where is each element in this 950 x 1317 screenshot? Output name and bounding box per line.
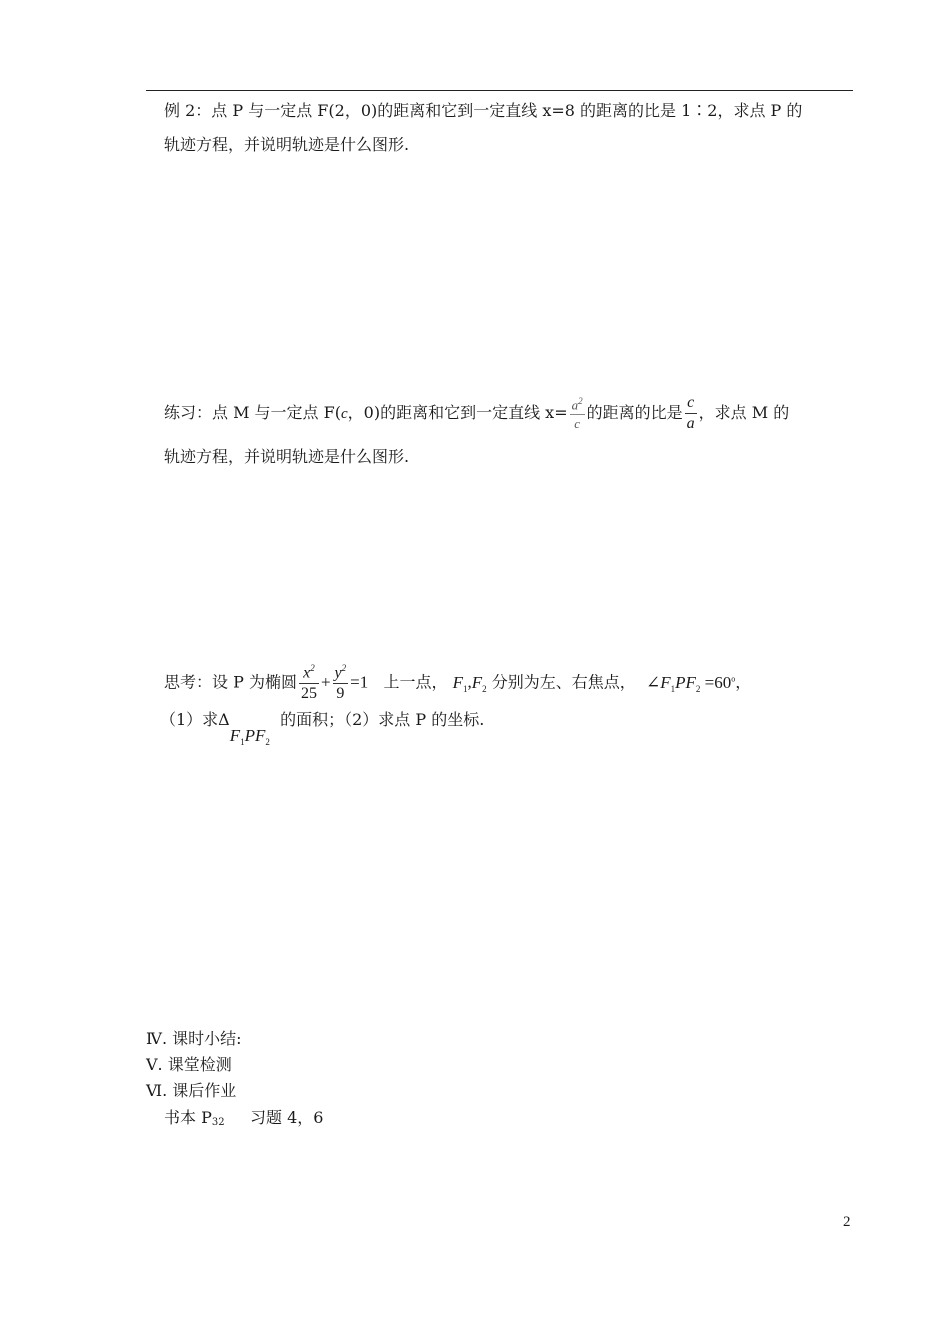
fraction-a-denominator: a <box>686 415 695 432</box>
think-text-5: 的面积；（2）求点 P 的坐标. <box>280 710 485 729</box>
homework-page-number: 32 <box>211 1117 225 1128</box>
think-text-4: （1）求Δ <box>160 710 230 729</box>
think-text-3: 分别为左、右焦点， <box>491 672 636 692</box>
summary-item-5 <box>146 1055 232 1075</box>
practice-text-1: 练习：点 M 与一定点 F( <box>164 403 341 422</box>
homework-line <box>164 1108 323 1133</box>
focus-f1: $F_1$ <box>452 672 468 694</box>
angle-expression: $\angle F_1PF_2 =60^o$ <box>645 672 736 694</box>
fraction-x2-over-25 <box>299 664 319 702</box>
summary-item-6 <box>146 1081 236 1101</box>
practice-text-5: 轨迹方程，并说明轨迹是什么图形. <box>164 447 410 466</box>
summary-item-4 <box>146 1029 242 1049</box>
fraction-y2-over-9 <box>333 664 349 702</box>
homework-prefix: 书本 P <box>164 1108 212 1127</box>
practice-text-2: ，0)的距离和它到一定直线 x= <box>347 403 568 422</box>
practice-text-4: ，求点 M 的 <box>698 403 790 422</box>
think-text-2: 上一点， <box>383 672 448 692</box>
fraction-a2-denominator: c <box>574 415 581 431</box>
fraction-c-over-a <box>685 395 697 432</box>
homework-suffix: 习题 4，6 <box>250 1108 324 1127</box>
think-trailing-comma: ， <box>735 672 752 692</box>
practice-text-3: 的距离的比是 <box>586 403 683 422</box>
practice-line1 <box>164 393 789 437</box>
fraction-25-denominator: 25 <box>300 685 317 703</box>
think-text-1: 思考：设 P 为椭圆 <box>164 672 297 692</box>
example2-text-1: 例 2：点 P 与一定点 F(2，0)的距离和它到一定直线 x=8 的距离的比是 1∶2，求点 P 的 <box>164 101 803 120</box>
focus-separator: , <box>467 672 472 692</box>
plus-sign: + <box>320 672 331 692</box>
fraction-c-numerator: c <box>685 395 697 414</box>
summary-item-6-text: Ⅵ. 课后作业 <box>146 1081 237 1100</box>
focus-f2: $F_2$ <box>471 672 487 694</box>
equals-one: =1 <box>350 672 369 692</box>
practice-line2 <box>164 447 409 467</box>
example2-text-2: 轨迹方程，并说明轨迹是什么图形. <box>164 135 410 154</box>
fraction-x2-numerator: $x^2$ <box>299 664 319 684</box>
think-line2 <box>160 710 484 750</box>
fraction-9-denominator: 9 <box>336 685 345 703</box>
triangle-f1pf2: $F_1PF_2$ <box>229 726 270 747</box>
fraction-y2-numerator: $y^2$ <box>333 664 349 684</box>
fraction-a2-over-c <box>570 397 585 429</box>
fraction-a2-numerator: $a^2$ <box>571 396 583 413</box>
summary-item-5-text: Ⅴ. 课堂检测 <box>146 1055 232 1074</box>
practice-c-var: c <box>341 406 348 422</box>
page-number: 2 <box>843 1214 851 1230</box>
summary-item-4-text: Ⅳ. 课时小结: <box>146 1029 242 1048</box>
think-line1 <box>164 657 751 703</box>
example2-line2 <box>164 135 409 155</box>
header-rule <box>146 90 853 91</box>
example2-line1 <box>164 101 802 121</box>
